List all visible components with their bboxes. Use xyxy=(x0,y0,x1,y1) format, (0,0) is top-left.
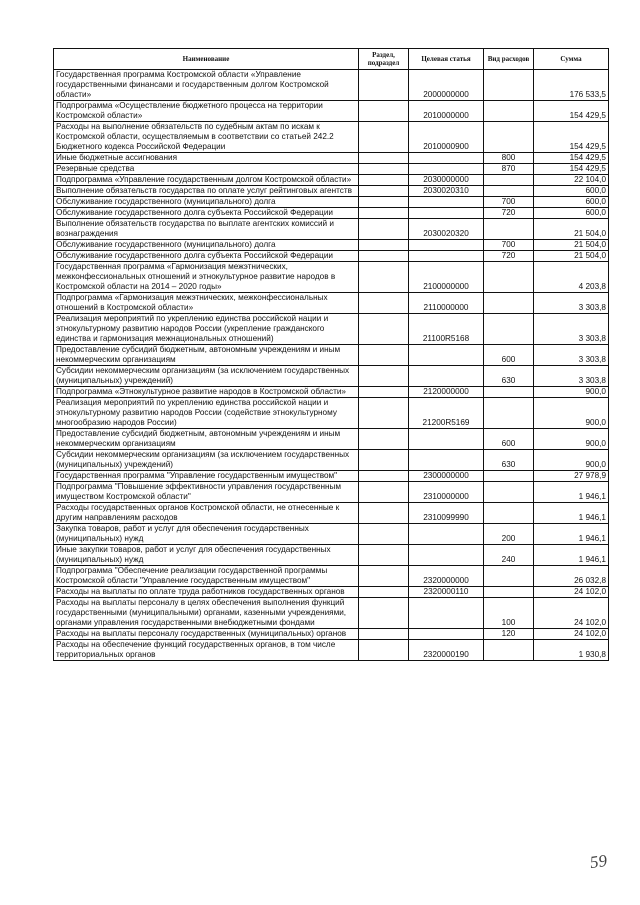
cell-sum: 1 946,1 xyxy=(534,503,609,524)
table-row xyxy=(54,70,609,101)
cell-sum: 154 429,5 xyxy=(534,153,609,164)
cell-sum: 3 303,8 xyxy=(534,366,609,387)
cell-name: Расходы государственных органов Костромской области, не отнесенные к другим направлениям расходов xyxy=(54,503,359,524)
cell-sum: 3 303,8 xyxy=(534,314,609,345)
cell-sum: 1 930,8 xyxy=(534,640,609,661)
cell-section xyxy=(359,471,409,482)
cell-name: Государственная программа "Управление государственным имуществом" xyxy=(54,471,359,482)
cell-type: 870 xyxy=(484,164,534,175)
cell-target: 21200R5169 xyxy=(409,398,484,429)
cell-section xyxy=(359,429,409,450)
cell-type: 630 xyxy=(484,366,534,387)
cell-sum: 21 504,0 xyxy=(534,240,609,251)
header-type: Вид расходов xyxy=(484,49,534,70)
table-row xyxy=(54,471,609,482)
table-row xyxy=(54,503,609,524)
cell-target xyxy=(409,153,484,164)
cell-sum: 26 032,8 xyxy=(534,566,609,587)
cell-section xyxy=(359,208,409,219)
cell-sum: 600,0 xyxy=(534,186,609,197)
table-row xyxy=(54,101,609,122)
cell-name: Расходы на выплаты по оплате труда работников государственных органов xyxy=(54,587,359,598)
page-number: 59 xyxy=(588,850,609,873)
header-section: Раздел, подраздел xyxy=(359,49,409,70)
cell-type: 100 xyxy=(484,598,534,629)
cell-section xyxy=(359,503,409,524)
cell-sum: 24 102,0 xyxy=(534,629,609,640)
cell-target xyxy=(409,366,484,387)
cell-section xyxy=(359,587,409,598)
cell-name: Подпрограмма "Повышение эффективности управления государственным имуществом Костромской области" xyxy=(54,482,359,503)
cell-type xyxy=(484,175,534,186)
table-body xyxy=(54,70,609,661)
cell-sum: 154 429,5 xyxy=(534,101,609,122)
cell-name: Субсидии некоммерческим организациям (за исключением государственных (муниципальных) учреждений) xyxy=(54,450,359,471)
table-row xyxy=(54,566,609,587)
cell-name: Расходы на выплаты персоналу государственных (муниципальных) органов xyxy=(54,629,359,640)
cell-sum: 1 946,1 xyxy=(534,545,609,566)
cell-type: 600 xyxy=(484,429,534,450)
cell-sum: 600,0 xyxy=(534,208,609,219)
cell-type: 200 xyxy=(484,524,534,545)
table-row xyxy=(54,545,609,566)
cell-sum: 900,0 xyxy=(534,387,609,398)
cell-name: Выполнение обязательств государства по оплате услуг рейтинговых агентств xyxy=(54,186,359,197)
cell-target: 2010000000 xyxy=(409,101,484,122)
cell-type: 700 xyxy=(484,240,534,251)
table-row xyxy=(54,208,609,219)
cell-section xyxy=(359,262,409,293)
cell-name: Иные закупки товаров, работ и услуг для обеспечения государственных (муниципальных) нужд xyxy=(54,545,359,566)
cell-target xyxy=(409,208,484,219)
cell-section xyxy=(359,293,409,314)
cell-section xyxy=(359,197,409,208)
cell-target: 2320000110 xyxy=(409,587,484,598)
table-row xyxy=(54,314,609,345)
cell-type xyxy=(484,262,534,293)
cell-name: Подпрограмма «Осуществление бюджетного процесса на территории Костромской области» xyxy=(54,101,359,122)
cell-type xyxy=(484,387,534,398)
cell-target xyxy=(409,545,484,566)
cell-name: Предоставление субсидий бюджетным, автономным учреждениям и иным некоммерческим организациям xyxy=(54,429,359,450)
table-row xyxy=(54,629,609,640)
table-row xyxy=(54,175,609,186)
cell-sum: 4 203,8 xyxy=(534,262,609,293)
cell-target xyxy=(409,164,484,175)
cell-section xyxy=(359,398,409,429)
cell-section xyxy=(359,251,409,262)
cell-target: 2100000000 xyxy=(409,262,484,293)
cell-name: Выполнение обязательств государства по выплате агентских комиссий и вознаграждения xyxy=(54,219,359,240)
table-row xyxy=(54,345,609,366)
cell-section xyxy=(359,387,409,398)
table-row xyxy=(54,598,609,629)
cell-sum: 22 104,0 xyxy=(534,175,609,186)
cell-name: Реализация мероприятий по укреплению единства российской нации и этнокультурному развитию народов России (укрепление гражданского единства и гармонизация межнациональных отношений) xyxy=(54,314,359,345)
table-row xyxy=(54,219,609,240)
header-sum: Сумма xyxy=(534,49,609,70)
cell-target xyxy=(409,345,484,366)
cell-type xyxy=(484,566,534,587)
cell-sum: 176 533,5 xyxy=(534,70,609,101)
budget-table xyxy=(53,48,609,661)
cell-name: Обслуживание государственного долга субъекта Российской Федерации xyxy=(54,208,359,219)
cell-name: Субсидии некоммерческим организациям (за исключением государственных (муниципальных) учреждений) xyxy=(54,366,359,387)
cell-target xyxy=(409,598,484,629)
cell-type xyxy=(484,219,534,240)
cell-section xyxy=(359,366,409,387)
cell-section xyxy=(359,101,409,122)
cell-name: Резервные средства xyxy=(54,164,359,175)
cell-target: 2010000900 xyxy=(409,122,484,153)
cell-type xyxy=(484,482,534,503)
cell-sum: 900,0 xyxy=(534,429,609,450)
table-row xyxy=(54,240,609,251)
cell-sum: 1 946,1 xyxy=(534,482,609,503)
cell-name: Обслуживание государственного долга субъекта Российской Федерации xyxy=(54,251,359,262)
cell-target xyxy=(409,429,484,450)
table-row xyxy=(54,293,609,314)
table-row xyxy=(54,387,609,398)
cell-name: Иные бюджетные ассигнования xyxy=(54,153,359,164)
cell-section xyxy=(359,629,409,640)
table-header-row xyxy=(54,49,609,70)
cell-name: Обслуживание государственного (муниципального) долга xyxy=(54,240,359,251)
cell-section xyxy=(359,345,409,366)
cell-type xyxy=(484,503,534,524)
cell-type: 630 xyxy=(484,450,534,471)
cell-name: Расходы на обеспечение функций государственных органов, в том числе территориальных органов xyxy=(54,640,359,661)
table-row xyxy=(54,366,609,387)
cell-sum: 154 429,5 xyxy=(534,122,609,153)
cell-name: Обслуживание государственного (муниципального) долга xyxy=(54,197,359,208)
table-row xyxy=(54,197,609,208)
cell-name: Предоставление субсидий бюджетным, автономным учреждениям и иным некоммерческим организациям xyxy=(54,345,359,366)
cell-target: 2120000000 xyxy=(409,387,484,398)
cell-section xyxy=(359,153,409,164)
cell-target xyxy=(409,240,484,251)
table-row xyxy=(54,450,609,471)
cell-type xyxy=(484,122,534,153)
cell-target: 2300000000 xyxy=(409,471,484,482)
cell-name: Подпрограмма «Гармонизация межэтнических, межконфессиональных отношений в Костромской области» xyxy=(54,293,359,314)
table-row xyxy=(54,122,609,153)
cell-target xyxy=(409,450,484,471)
cell-type xyxy=(484,70,534,101)
table-row xyxy=(54,164,609,175)
cell-type xyxy=(484,101,534,122)
cell-section xyxy=(359,545,409,566)
cell-type: 240 xyxy=(484,545,534,566)
cell-section xyxy=(359,219,409,240)
cell-sum: 21 504,0 xyxy=(534,251,609,262)
table-row xyxy=(54,398,609,429)
cell-sum: 24 102,0 xyxy=(534,587,609,598)
cell-type xyxy=(484,186,534,197)
cell-type xyxy=(484,314,534,345)
cell-target xyxy=(409,629,484,640)
cell-sum: 21 504,0 xyxy=(534,219,609,240)
cell-sum: 24 102,0 xyxy=(534,598,609,629)
cell-type: 120 xyxy=(484,629,534,640)
cell-sum: 600,0 xyxy=(534,197,609,208)
cell-type: 600 xyxy=(484,345,534,366)
table-row xyxy=(54,482,609,503)
cell-section xyxy=(359,482,409,503)
cell-sum: 900,0 xyxy=(534,398,609,429)
table-row xyxy=(54,153,609,164)
cell-type: 700 xyxy=(484,197,534,208)
cell-target: 2110000000 xyxy=(409,293,484,314)
cell-name: Закупка товаров, работ и услуг для обеспечения государственных (муниципальных) нужд xyxy=(54,524,359,545)
cell-target: 2030020310 xyxy=(409,186,484,197)
cell-name: Расходы на выплаты персоналу в целях обеспечения выполнения функций государственными (муниципальными) органами, казенными учреждениями, органами управления государственными внебюджетными фондами xyxy=(54,598,359,629)
cell-target: 2320000000 xyxy=(409,566,484,587)
cell-section xyxy=(359,122,409,153)
cell-type xyxy=(484,398,534,429)
cell-type xyxy=(484,471,534,482)
header-target: Целевая статья xyxy=(409,49,484,70)
cell-sum: 3 303,8 xyxy=(534,293,609,314)
cell-name: Реализация мероприятий по укреплению единства российской нации и этнокультурному развитию народов России (содействие этнокультурному многообразию народов России) xyxy=(54,398,359,429)
table-row xyxy=(54,524,609,545)
cell-sum: 1 946,1 xyxy=(534,524,609,545)
table-row xyxy=(54,186,609,197)
cell-section xyxy=(359,314,409,345)
cell-type: 800 xyxy=(484,153,534,164)
cell-section xyxy=(359,524,409,545)
cell-type xyxy=(484,640,534,661)
cell-type: 720 xyxy=(484,251,534,262)
table-row xyxy=(54,262,609,293)
cell-section xyxy=(359,240,409,251)
cell-name: Подпрограмма "Обеспечение реализации государственной программы Костромской области "Управление государственным имуществом" xyxy=(54,566,359,587)
cell-name: Государственная программа Костромской области «Управление государственными финансами и государственным долгом Костромской области» xyxy=(54,70,359,101)
cell-section xyxy=(359,164,409,175)
cell-target: 2000000000 xyxy=(409,70,484,101)
table-row xyxy=(54,429,609,450)
cell-name: Государственная программа «Гармонизация межэтнических, межконфессиональных отношений и этнокультурное развитие народов в Костромской области на 2014 – 2020 годы» xyxy=(54,262,359,293)
cell-sum: 27 978,9 xyxy=(534,471,609,482)
cell-section xyxy=(359,566,409,587)
cell-target xyxy=(409,251,484,262)
cell-target xyxy=(409,197,484,208)
cell-section xyxy=(359,70,409,101)
cell-sum: 3 303,8 xyxy=(534,345,609,366)
cell-name: Подпрограмма «Управление государственным долгом Костромской области» xyxy=(54,175,359,186)
cell-type: 720 xyxy=(484,208,534,219)
cell-sum: 154 429,5 xyxy=(534,164,609,175)
cell-target: 2310099990 xyxy=(409,503,484,524)
header-name: Наименование xyxy=(54,49,359,70)
cell-section xyxy=(359,186,409,197)
cell-sum: 900,0 xyxy=(534,450,609,471)
table-row xyxy=(54,251,609,262)
table-row xyxy=(54,587,609,598)
cell-name: Расходы на выполнение обязательств по судебным актам по искам к Костромской области, осуществляемым в соответствии со статьей 242.2 Бюджетного кодекса Российской Федерации xyxy=(54,122,359,153)
cell-target: 2320000190 xyxy=(409,640,484,661)
cell-target xyxy=(409,524,484,545)
cell-target: 21100R5168 xyxy=(409,314,484,345)
cell-section xyxy=(359,640,409,661)
cell-section xyxy=(359,175,409,186)
cell-name: Подпрограмма «Этнокультурное развитие народов в Костромской области» xyxy=(54,387,359,398)
cell-target: 2030020320 xyxy=(409,219,484,240)
cell-section xyxy=(359,450,409,471)
table-row xyxy=(54,640,609,661)
cell-section xyxy=(359,598,409,629)
cell-type xyxy=(484,293,534,314)
cell-type xyxy=(484,587,534,598)
cell-target: 2310000000 xyxy=(409,482,484,503)
cell-target: 2030000000 xyxy=(409,175,484,186)
